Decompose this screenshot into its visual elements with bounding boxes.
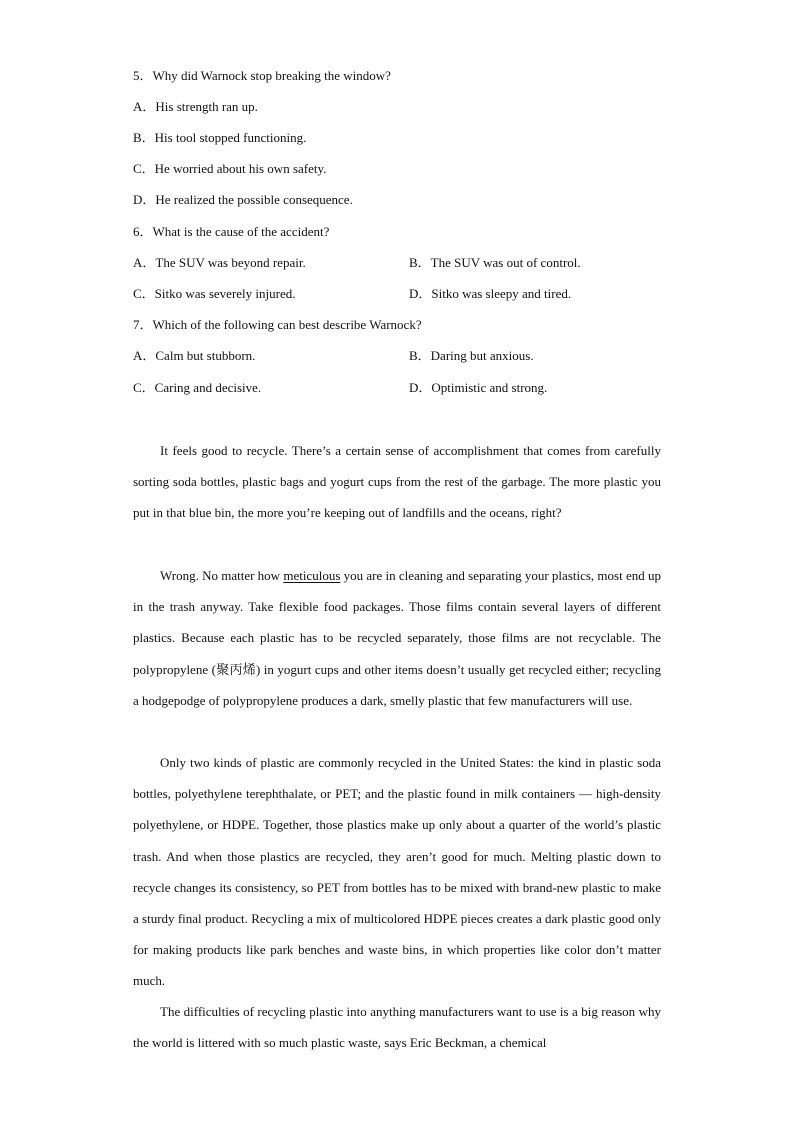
question-7-stem: 7．Which of the following can best describe Warnock? bbox=[133, 317, 422, 332]
passage-paragraph-2-rest: you are in cleaning and separating your plastics, most end up in the trash anyway. Take flexible food packages. Those films contain several layers of different plastics. Because each plastic has to be recycled separately, those films are not recyclable. The polypropylene (聚丙烯) in yogurt cups and other items doesn’t usually get recycled either; recycling a hodgepodge of polypropylene produces a dark, smelly plastic that few manufacturers will use. bbox=[133, 568, 661, 708]
question-5-option-a: A．His strength ran up. bbox=[133, 99, 258, 114]
question-6-option-c: C．Sitko was severely injured. bbox=[133, 286, 296, 301]
question-5-option-d: D．He realized the possible consequence. bbox=[133, 192, 353, 207]
passage-paragraph-2-lead: Wrong. No matter how bbox=[160, 568, 284, 583]
question-7-option-c: C．Caring and decisive. bbox=[133, 380, 262, 395]
question-5-stem: 5．Why did Warnock stop breaking the window? bbox=[133, 68, 391, 83]
question-6-option-d: D．Sitko was sleepy and tired. bbox=[409, 286, 572, 301]
question-5-option-c: C．He worried about his own safety. bbox=[133, 161, 327, 176]
passage-paragraph-2 bbox=[133, 560, 661, 716]
passage-paragraph-1: It feels good to recycle. There’s a certain sense of accomplishment that comes from carefully sorting soda bottles, plastic bags and yogurt cups from the rest of the garbage. The more plastic you put in that blue bin, the more you’re keeping out of landfills and the oceans, right? bbox=[133, 443, 661, 521]
question-7-option-b: B．Daring but anxious. bbox=[409, 348, 534, 363]
question-7-option-d: D．Optimistic and strong. bbox=[409, 380, 548, 395]
question-6-stem: 6．What is the cause of the accident? bbox=[133, 224, 330, 239]
question-6-option-b: B．The SUV was out of control. bbox=[409, 255, 581, 270]
question-6-option-a: A．The SUV was beyond repair. bbox=[133, 255, 306, 270]
question-5-option-b: B．His tool stopped functioning. bbox=[133, 130, 307, 145]
passage-paragraph-3: Only two kinds of plastic are commonly recycled in the United States: the kind in plastic soda bottles, polyethylene terephthalate, or PET; and the plastic found in milk containers — high-density polyethylene, or HDPE. Together, those plastics make up only about a quarter of the world’s plastic trash. And when those plastics are recycled, they aren’t good for much. Melting plastic down to recycle changes its consistency, so PET from bottles has to be mixed with brand-new plastic to make a sturdy final product. Recycling a mix of multicolored HDPE pieces creates a dark plastic good only for making products like park benches and waste bins, in which properties like color don’t matter much. bbox=[133, 755, 661, 989]
passage-paragraph-4: The difficulties of recycling plastic into anything manufacturers want to use is a big reason why the world is littered with so much plastic waste, says Eric Beckman, a chemical bbox=[133, 1004, 661, 1051]
underlined-word: meticulous bbox=[283, 568, 341, 583]
question-7-option-a: A．Calm but stubborn. bbox=[133, 348, 256, 363]
